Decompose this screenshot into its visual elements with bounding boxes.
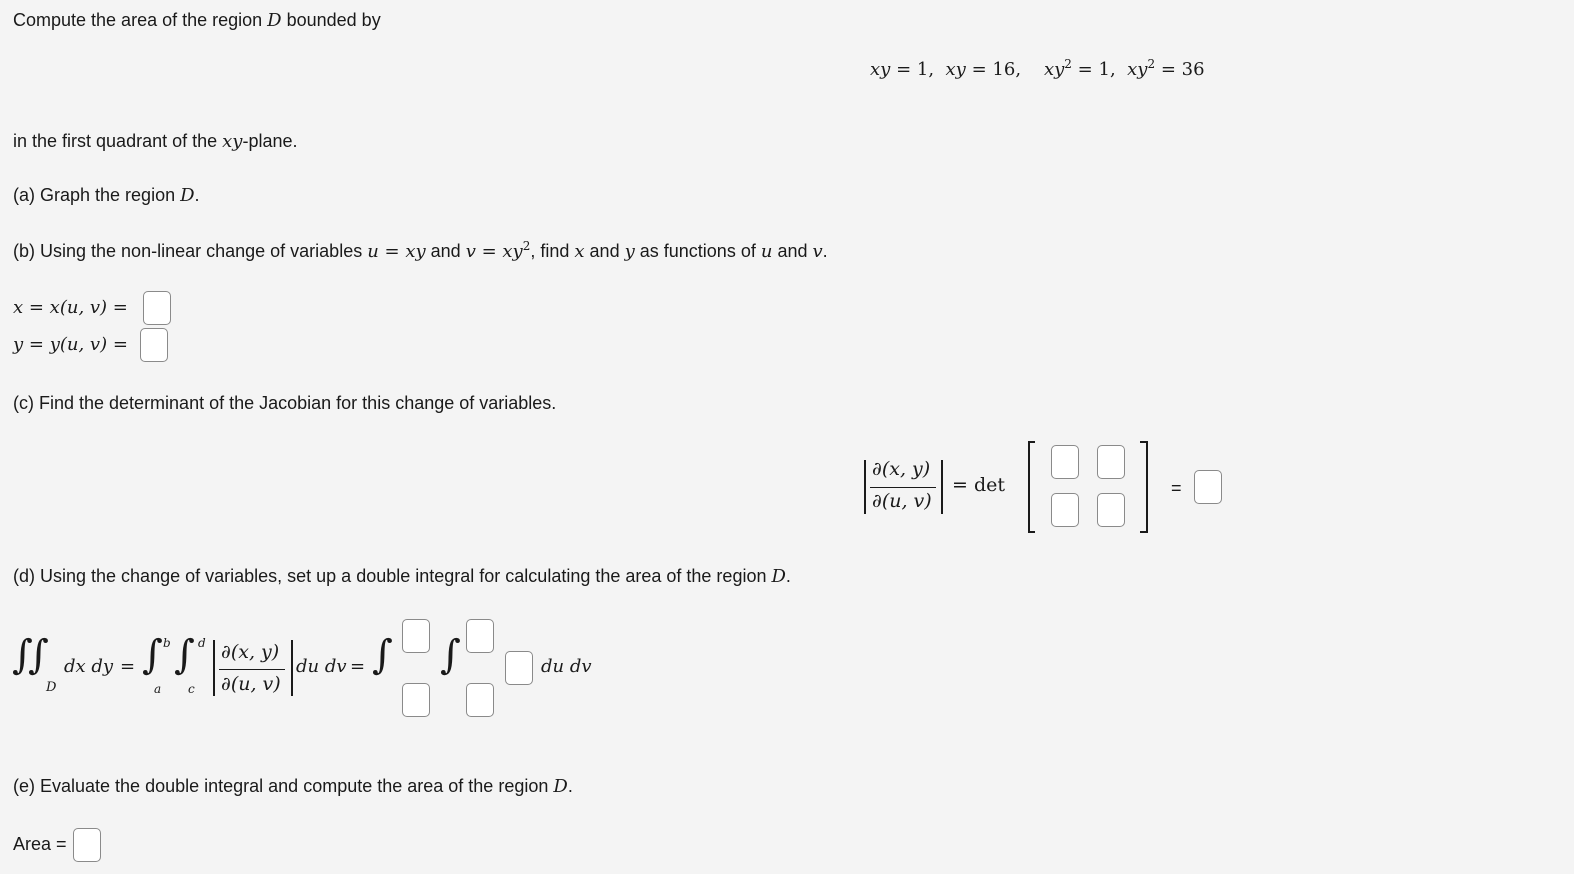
region-symbol: D (267, 10, 282, 31)
part-e-text: (e) Evaluate the double integral and compute the area of the region D. (13, 776, 573, 797)
part-c-text: (c) Find the determinant of the Jacobian for this change of variables. (13, 393, 557, 413)
matrix-entry-21[interactable] (1051, 493, 1079, 527)
y-of-uv-input[interactable] (140, 328, 168, 362)
region-subscript: D (46, 680, 57, 695)
abs-bar-left-2 (213, 640, 215, 696)
limit-a: a (154, 682, 162, 696)
abs-bar-right-2 (291, 640, 293, 696)
abs-bar-right (941, 460, 943, 514)
equals-2: = (350, 656, 366, 677)
integrand-input[interactable] (505, 651, 533, 685)
problem-intro: Compute the area of the region D bounded by (13, 10, 381, 31)
part-d-text: (d) Using the change of variables, set up a double integral for calculating the area of the region D. (13, 566, 791, 587)
jacobian-denominator: ∂(u, v) (872, 490, 932, 512)
inner-upper-limit-input[interactable] (466, 619, 494, 653)
inner-lower-limit-input[interactable] (466, 683, 494, 717)
jacobian-result-input[interactable] (1194, 470, 1222, 504)
matrix-entry-12[interactable] (1097, 445, 1125, 479)
inner-integral-sign-generic: ∫ (174, 632, 195, 678)
part-a-text: (a) Graph the region D. (13, 185, 200, 206)
x-of-uv-input[interactable] (143, 291, 171, 325)
integral-fraction-line (219, 669, 285, 670)
matrix-left-bracket (1028, 441, 1030, 533)
equals-det-label: = det (952, 474, 1006, 496)
part-b-text: (b) Using the non-linear change of variables u = xy and $v = xy^2$, find x and y as functions of u and v. (13, 239, 828, 262)
outer-integral-sign: ∫ (372, 632, 393, 678)
area-input[interactable] (73, 828, 101, 862)
outer-integral-sign-generic: ∫ (142, 632, 163, 678)
jacobian-numerator: ∂(x, y) (872, 458, 931, 480)
equals-1: = (120, 656, 136, 677)
quadrant-text: in the first quadrant of the xy-plane. (13, 131, 298, 152)
double-integral-sign-1: ∫ (12, 632, 33, 678)
integral-jacobian-numerator: ∂(x, y) (221, 641, 280, 663)
matrix-entry-11[interactable] (1051, 445, 1079, 479)
outer-upper-limit-input[interactable] (402, 619, 430, 653)
area-label: Area = (13, 834, 67, 854)
abs-bar-left (864, 460, 866, 514)
boundary-equations: xy = 1, xy = 16, $xy^2 = 1$, $xy^2 = 36$ (870, 57, 1205, 80)
matrix-entry-22[interactable] (1097, 493, 1125, 527)
y-of-uv-label: y = y(u, v) = (13, 334, 128, 355)
x-of-uv-label: x = x(u, v) = (13, 297, 128, 318)
jacobian-fraction-line (870, 487, 936, 488)
dudv-label-1: du dv (296, 656, 347, 677)
limit-d: d (198, 636, 206, 650)
jacobian-equals: = (1171, 478, 1182, 498)
dxdy-label: dx dy (64, 656, 114, 677)
dudv-label-2: du dv (541, 656, 592, 677)
integral-jacobian-denominator: ∂(u, v) (221, 673, 281, 695)
limit-c: c (188, 682, 195, 696)
outer-lower-limit-input[interactable] (402, 683, 430, 717)
inner-integral-sign: ∫ (440, 632, 461, 678)
limit-b: b (163, 636, 171, 650)
double-integral-sign-2: ∫ (28, 632, 49, 678)
matrix-right-bracket (1146, 441, 1148, 533)
